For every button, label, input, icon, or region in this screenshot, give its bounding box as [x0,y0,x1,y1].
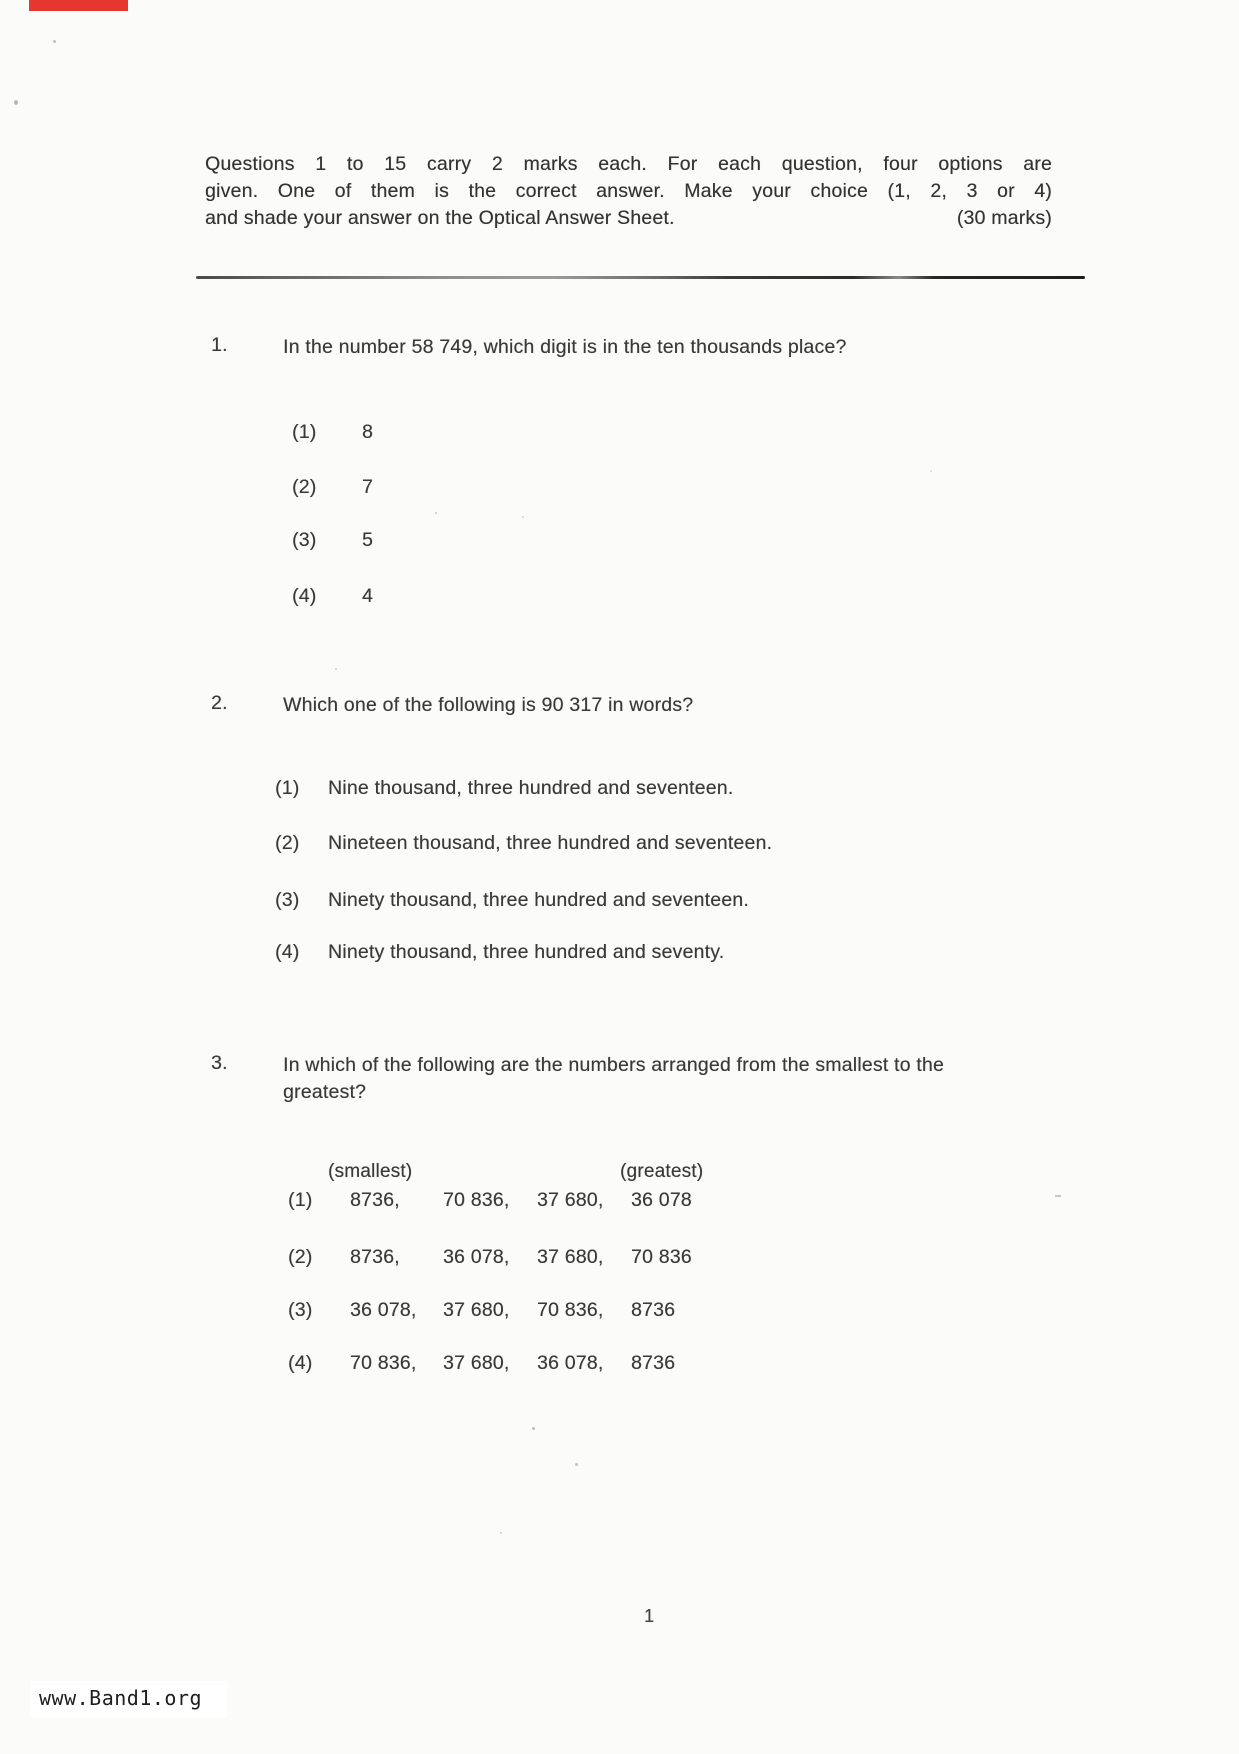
option-label: (2) [275,832,300,854]
question-3-row-2 [0,1246,1239,1272]
option-label: (1) [292,421,317,443]
option-label: (4) [275,941,300,963]
option-label: (4) [292,585,317,607]
question-2-option-2 [275,832,772,855]
watermark-text: www.Band1.org [39,1686,203,1710]
option-value: 7 [362,476,374,498]
smallest-column-label: (smallest) [328,1161,413,1182]
question-1-text: In the number 58 749, which digit is in the ten thousands place? [283,336,847,358]
number-cell: 70 836 [631,1246,692,1268]
question-2-option-1 [275,777,733,800]
number-cell: 37 680, [537,1189,604,1211]
question-3-row-3 [0,1299,1239,1325]
scan-speck [1055,1195,1061,1197]
option-text: Nine thousand, three hundred and seventeen. [328,777,734,799]
question-3-row-1 [0,1189,1239,1215]
number-cell: 36 078 [631,1189,692,1211]
option-value: 8 [362,421,374,443]
number-cell: 70 836, [537,1299,604,1321]
number-cell: 36 078, [537,1352,604,1374]
number-cell: 36 078, [350,1299,417,1321]
option-label: (2) [288,1246,313,1268]
question-1-option-2 [292,476,373,499]
question-1-option-1 [292,421,373,444]
number-cell: 37 680, [443,1299,510,1321]
scan-speck [532,1427,535,1430]
number-cell: 70 836, [443,1189,510,1211]
scan-speck [522,516,524,518]
scan-speck [575,1463,578,1466]
option-text: Ninety thousand, three hundred and seventeen. [328,889,749,911]
greatest-column-label: (greatest) [620,1161,704,1182]
question-2-option-3 [275,889,749,912]
option-value: 5 [362,529,374,551]
page-number: 1 [644,1606,655,1626]
option-label: (4) [288,1352,313,1374]
question-1-option-4 [292,585,373,608]
scan-speck [53,40,56,43]
scan-speck [930,470,932,472]
number-cell: 36 078, [443,1246,510,1268]
question-1-option-3 [292,529,373,552]
option-label: (1) [288,1189,313,1211]
number-cell: 37 680, [537,1246,604,1268]
question-3-row-4 [0,1352,1239,1378]
option-label: (1) [275,777,300,799]
question-2-number: 2. [211,692,228,714]
number-cell: 8736 [631,1299,676,1321]
instructions-line2: given. One of them is the correct answer. Make your choice (1, 2, 3 or 4) [205,180,1052,202]
scan-speck [14,100,18,105]
scan-speck [435,512,437,514]
number-cell: 8736, [350,1189,400,1211]
question-2-text: Which one of the following is 90 317 in words? [283,694,694,716]
number-cell: 8736 [631,1352,676,1374]
instructions-line1: Questions 1 to 15 carry 2 marks each. For each question, four options are [205,153,1052,175]
option-label: (3) [288,1299,313,1321]
number-cell: 8736, [350,1246,400,1268]
option-label: (2) [292,476,317,498]
number-cell: 37 680, [443,1352,510,1374]
option-label: (3) [292,529,317,551]
question-2-option-4 [275,941,724,964]
instructions-block [205,151,1052,232]
instructions-line3-text: and shade your answer on the Optical Answer Sheet. [205,207,675,229]
question-1-number: 1. [211,334,228,356]
scan-speck [500,1532,502,1534]
scan-speck [335,668,337,670]
marks-total: (30 marks) [956,207,1052,229]
number-cell: 70 836, [350,1352,417,1374]
question-3-text: In which of the following are the numbers arranged from the smallest to the greatest? [283,1054,945,1103]
header-divider [196,276,1085,279]
option-text: Ninety thousand, three hundred and seventy. [328,941,725,963]
option-text: Nineteen thousand, three hundred and seventeen. [328,832,773,854]
option-label: (3) [275,889,300,911]
question-3-number: 3. [211,1052,228,1074]
instructions-line3 [205,205,1052,232]
option-value: 4 [362,585,374,607]
